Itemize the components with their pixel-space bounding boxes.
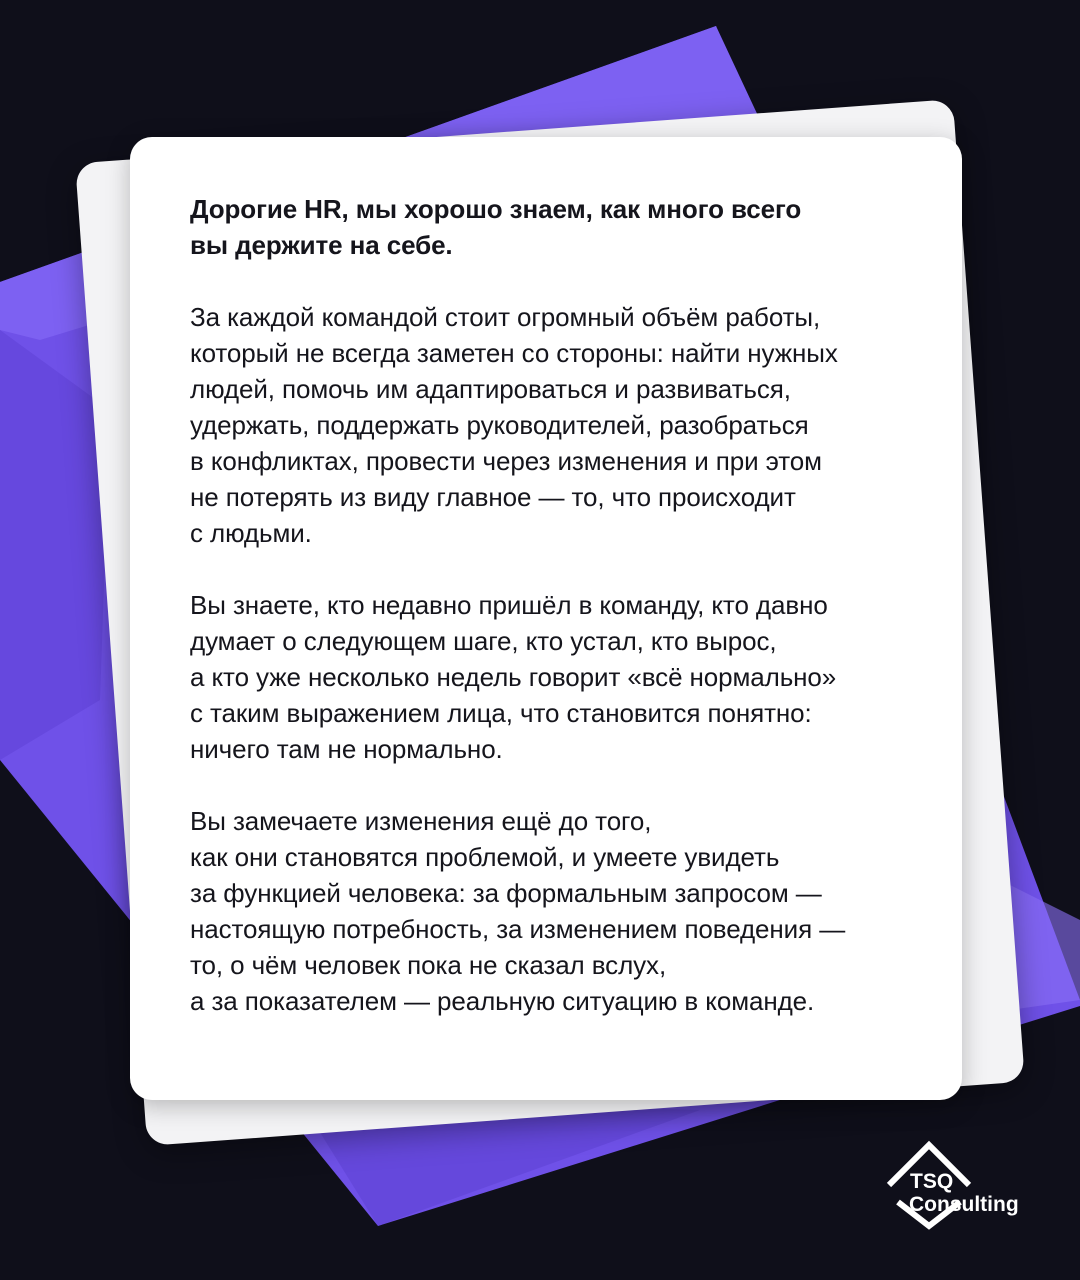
letter-paragraph-1: За каждой командой стоит огромный объём работы, который не всегда заметен со стороны: найти нужных людей, помочь им адаптироваться и развиваться, удержать, поддержать руководителей, разобраться в конфликтах, провести через изменения и при этом не потерять из виду главное — то, что происходит с людьми. [190,302,838,548]
logo-line-2: Consulting [909,1193,1019,1216]
logo-line-1: TSQ [910,1170,954,1193]
letter-paragraph-3: Вы замечаете изменения ещё до того, как они становятся проблемой, и умеете увидеть за функцией человека: за формальным запросом — настоящую потребность, за изменением поведения — то, о чём человек пока не сказал вслух, а за показателем — реальную ситуацию в команде. [190,806,846,1016]
letter-text [190,191,930,1019]
letter-heading: Дорогие HR, мы хорошо знаем, как много всего вы держите на себе. [190,194,802,260]
letter-paragraph-2: Вы знаете, кто недавно пришёл в команду, кто давно думает о следующем шаге, кто устал, кто вырос, а кто уже несколько недель говорит «всё нормально» с таким выражением лица, что становится понятно: ничего там не нормально. [190,590,837,764]
tsq-consulting-logo [886,1140,1026,1230]
letter-card [130,137,962,1100]
logo-diamond-icon [886,1140,1026,1230]
